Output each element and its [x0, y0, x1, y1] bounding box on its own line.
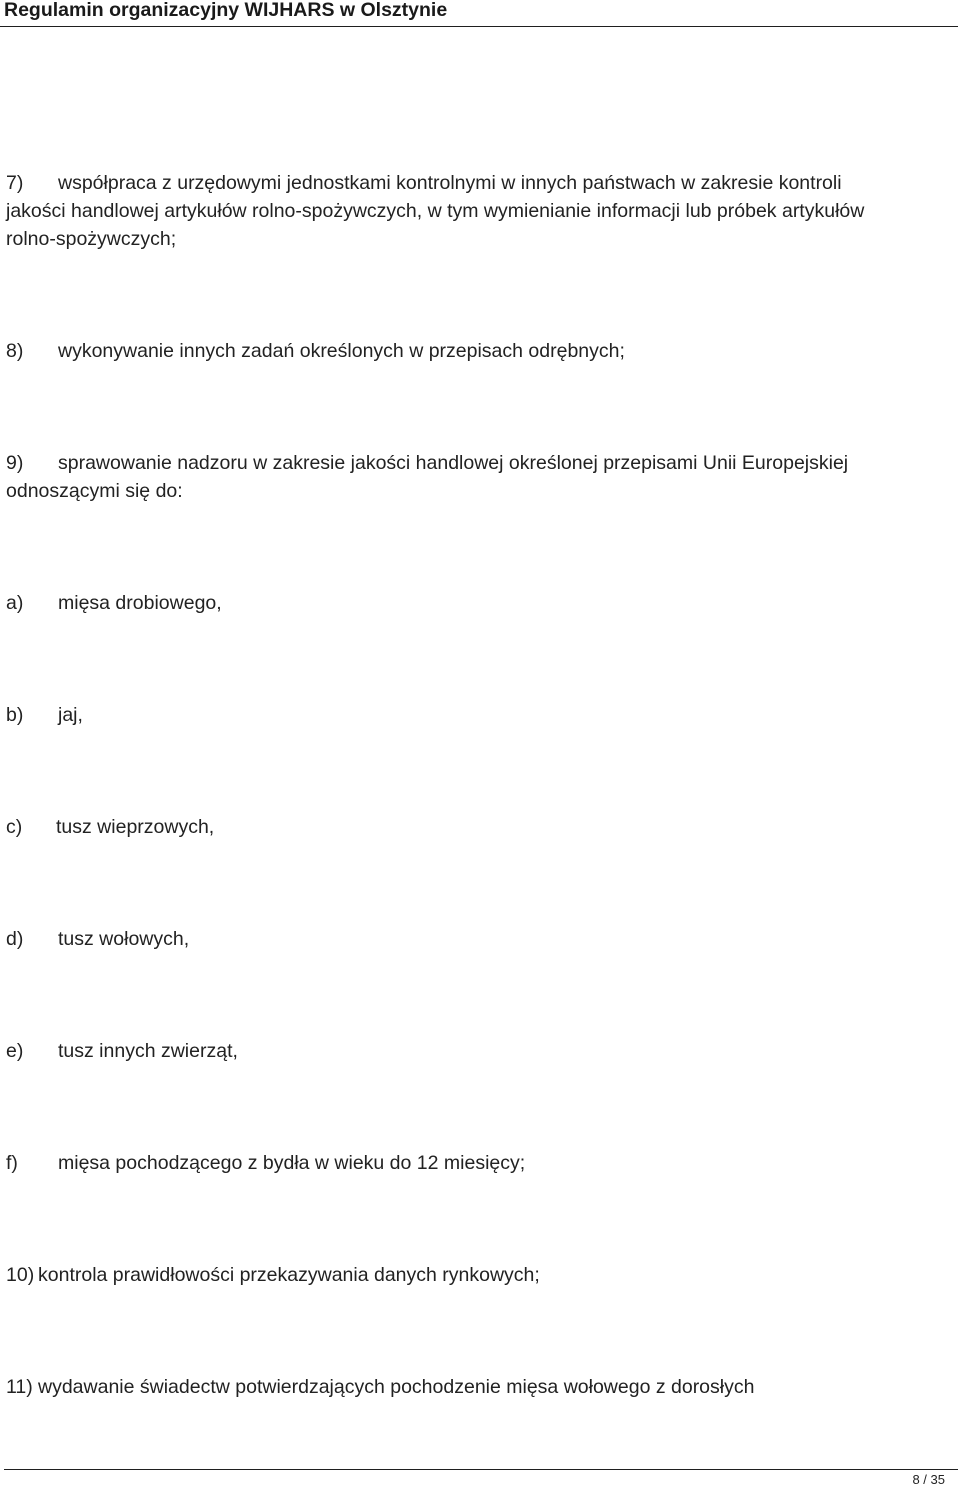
list-item-d	[6, 925, 906, 953]
list-item-11	[6, 1373, 946, 1401]
item-number: 10)	[6, 1264, 35, 1286]
list-item-a	[6, 589, 906, 617]
item-text: kontrola prawidłowości przekazywania danych rynkowych;	[38, 1264, 540, 1286]
item-text: współpraca z urzędowymi jednostkami kontrolnymi w innych państwach w zakresie kontroli jakości handlowej artykułów rolno-spożywczych, w tym wymienianie informacji lub próbek artykułów rolno-spożywczych;	[6, 172, 865, 250]
list-item-7	[6, 169, 906, 253]
item-number: 9)	[6, 452, 24, 474]
page-number: 8 / 35	[912, 1472, 945, 1487]
item-text: tusz wieprzowych,	[56, 816, 215, 838]
item-text: sprawowanie nadzoru w zakresie jakości handlowej określonej przepisami Unii Europejskiej odnoszącymi się do:	[6, 452, 849, 502]
item-letter: f)	[6, 1152, 18, 1174]
footer-divider	[4, 1469, 958, 1470]
list-item-f	[6, 1149, 906, 1177]
item-letter: b)	[6, 704, 24, 726]
item-letter: e)	[6, 1040, 24, 1062]
item-number: 7)	[6, 172, 24, 194]
item-text: mięsa drobiowego,	[58, 592, 222, 614]
item-text: tusz wołowych,	[58, 928, 190, 950]
document-title: Regulamin organizacyjny WIJHARS w Olsztynie	[4, 0, 448, 21]
item-text: mięsa pochodzącego z bydła w wieku do 12 miesięcy;	[58, 1152, 526, 1174]
item-text: jaj,	[58, 704, 83, 726]
page-header	[0, 0, 958, 27]
item-text: wykonywanie innych zadań określonych w przepisach odrębnych;	[58, 340, 625, 362]
item-letter: c)	[6, 816, 23, 838]
item-number: 11)	[6, 1376, 33, 1398]
list-item-b	[6, 701, 906, 729]
list-item-e	[6, 1037, 906, 1065]
list-item-c	[6, 813, 906, 841]
item-number: 8)	[6, 340, 24, 362]
item-text: tusz innych zwierząt,	[58, 1040, 238, 1062]
item-letter: d)	[6, 928, 24, 950]
item-text: wydawanie świadectw potwierdzających pochodzenie mięsa wołowego z dorosłych	[38, 1376, 755, 1398]
list-item-10	[6, 1261, 906, 1289]
item-letter: a)	[6, 592, 24, 614]
list-item-8	[6, 337, 906, 365]
list-item-9	[6, 449, 856, 505]
